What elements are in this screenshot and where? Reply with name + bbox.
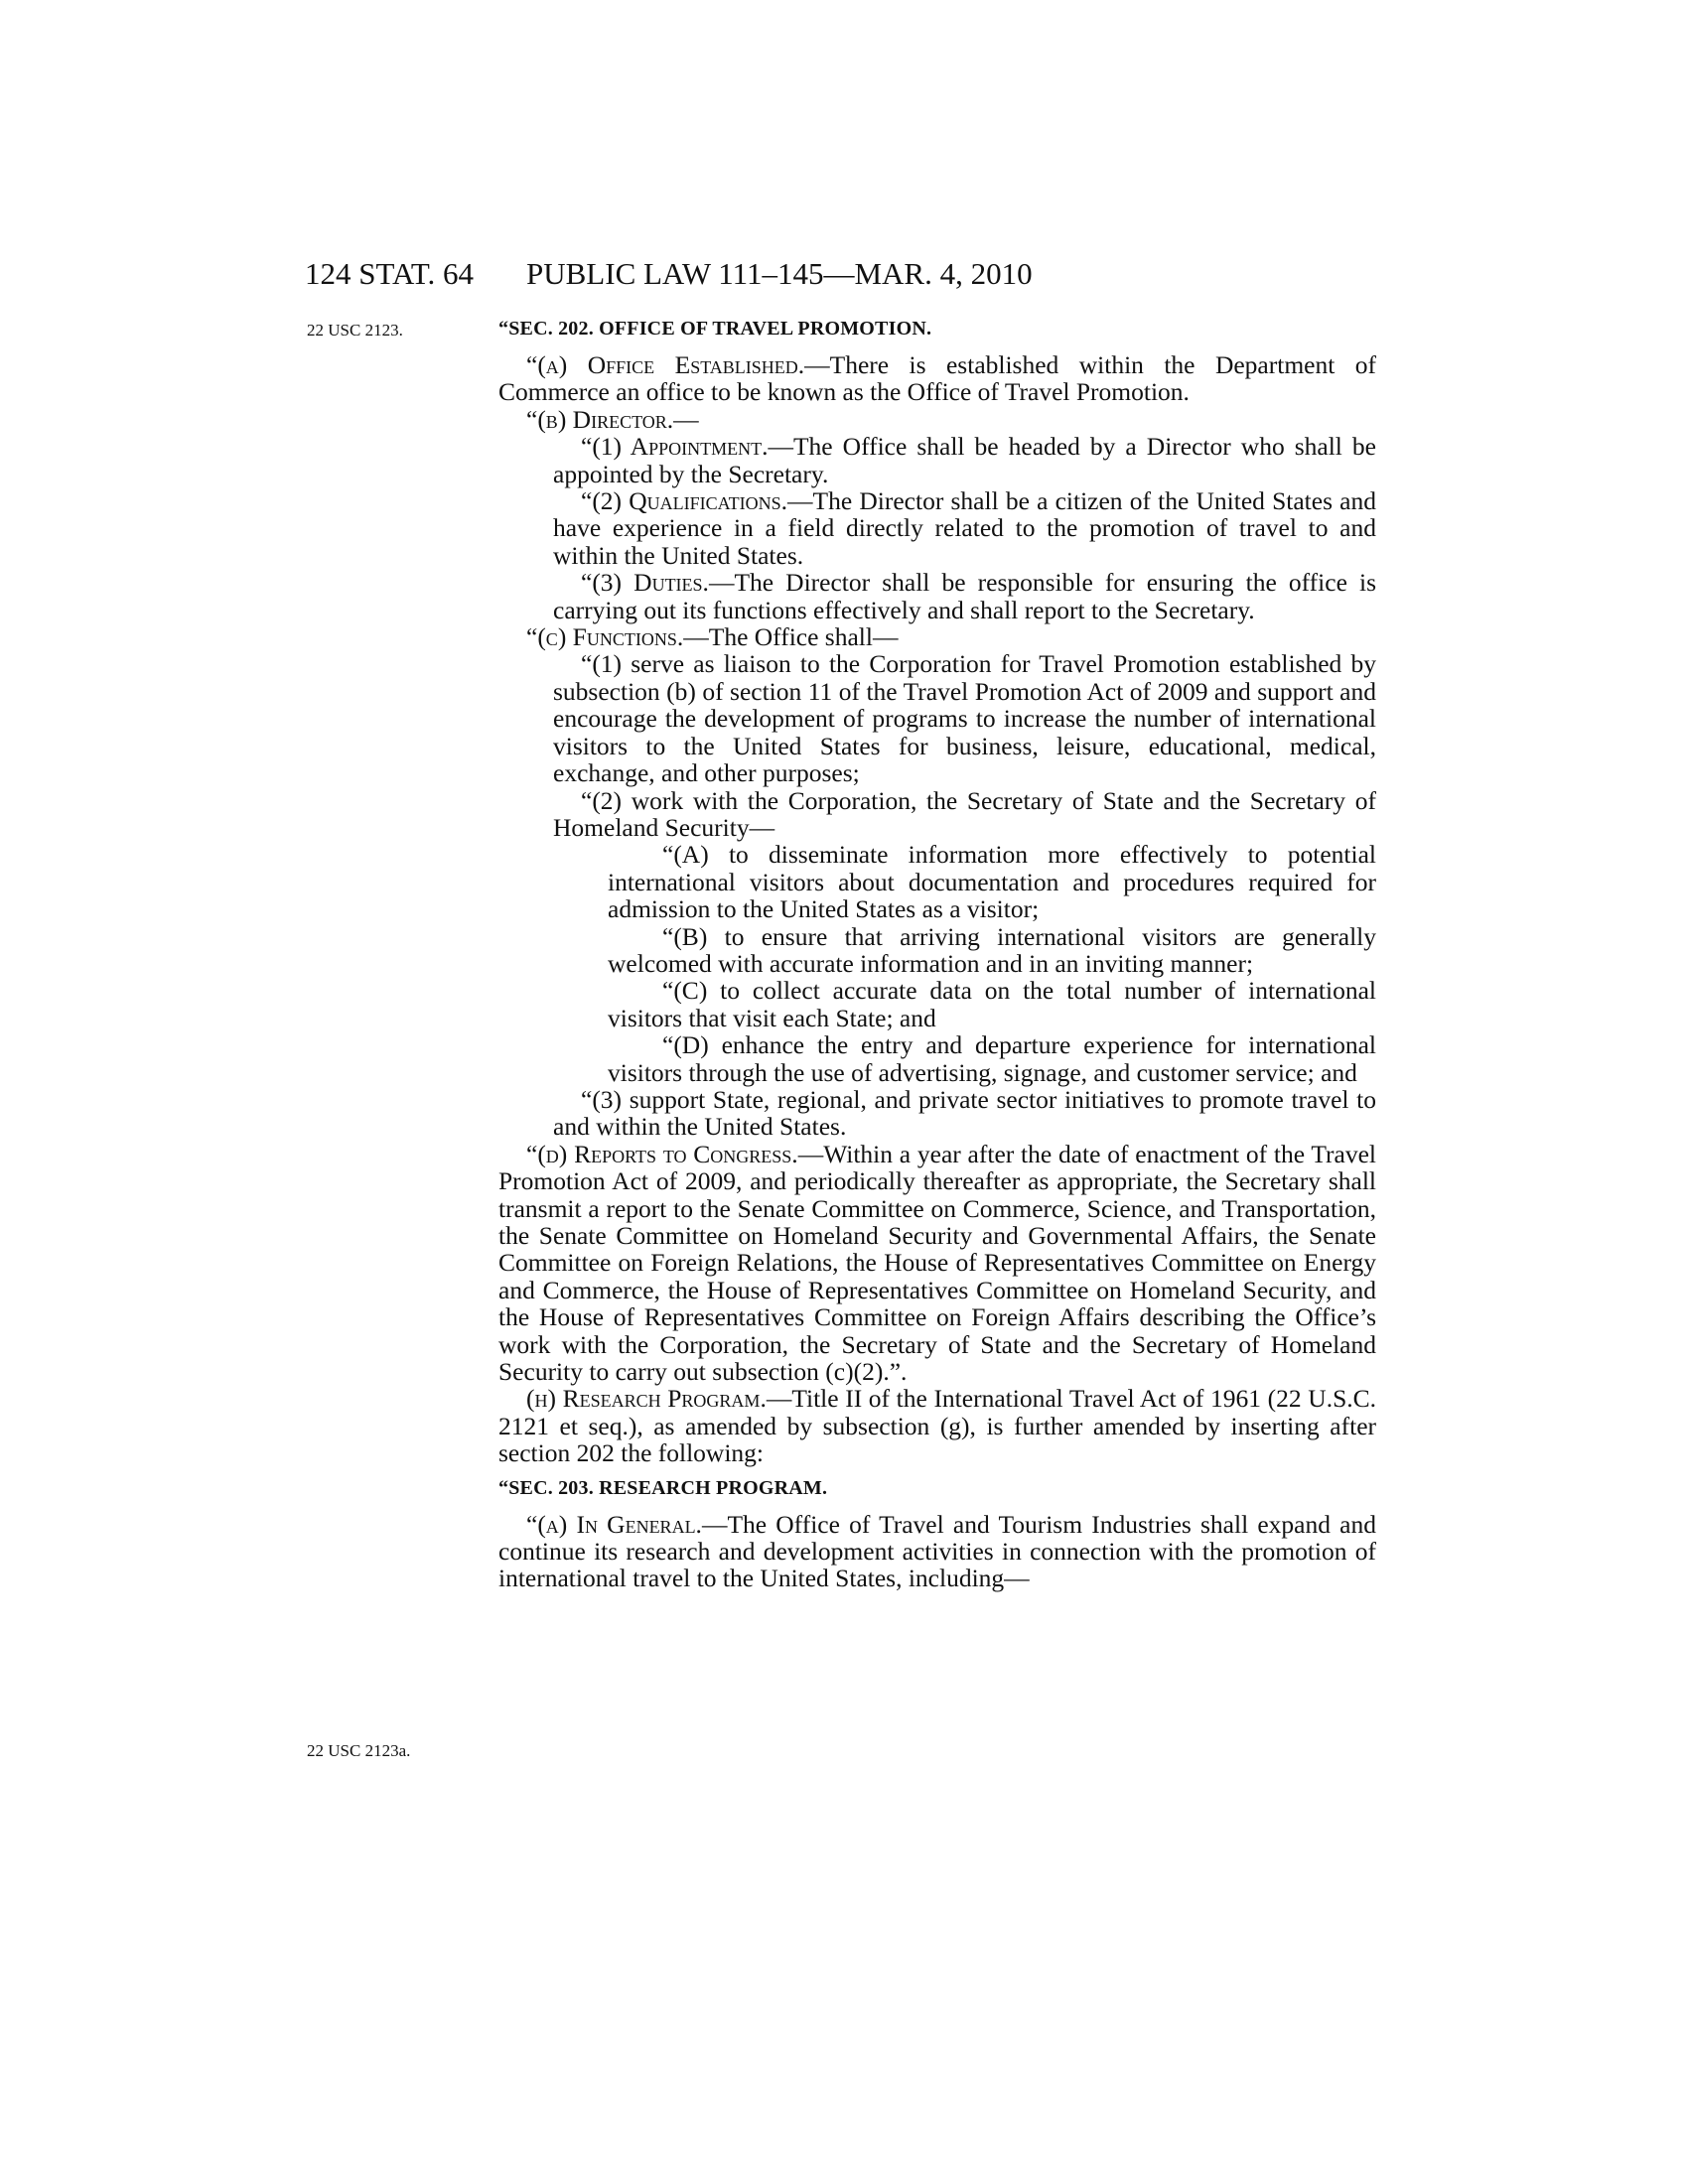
- subsection-d: [498, 1141, 1376, 1386]
- subsection-a-label: “(a) Office Established.: [526, 350, 805, 379]
- subparagraph-c2d: “(D) enhance the entry and departure experience for international visitors through the use of advertising, signage, and customer service; and: [608, 1030, 1376, 1087]
- statute-body: [498, 316, 1376, 1592]
- running-header: [305, 254, 1204, 294]
- amendment-h-label: (h) Research Program.: [526, 1384, 767, 1414]
- subsection-b-text: —: [673, 404, 699, 434]
- margin-note-sec203: 22 USC 2123a.: [307, 1741, 411, 1760]
- paragraph-b2-text: —The Director shall be a citizen of the United States and have experience in a field directly related to the promotion of travel to and within the United States.: [553, 486, 1376, 570]
- subsection-c-paragraphs: [498, 650, 1376, 841]
- paragraph-b1-label: “(1) Appointment.: [581, 432, 769, 462]
- paragraph-b2: [553, 487, 1376, 569]
- section-203-subsection-a-text: —The Office of Travel and Tourism Industries shall expand and continue its research and development activities in connection with the promotion of international travel to the United States, including—: [498, 1509, 1376, 1593]
- subsection-d-label: “(d) Reports to Congress.: [526, 1139, 798, 1168]
- subsection-d-text: —Within a year after the date of enactment of the Travel Promotion Act of 2009, and periodically thereafter as appropriate, the Secretary shall transmit a report to the Senate Committee on Commerce, Science, and Transportation, the Senate Committee on Homeland Security and Governmental Affairs, the Senate Committee on Foreign Relations, the House of Representatives Committee on Energy and Commerce, the House of Representatives Committee on Homeland Security, and the House of Representatives Committee on Foreign Affairs describing the Office’s work with the Corporation, the Secretary of State and the Secretary of Homeland Security to carry out subsection (c)(2).”.: [498, 1139, 1376, 1387]
- subparagraph-c2b: “(B) to ensure that arriving international visitors are generally welcomed with accurate information and in an inviting manner;: [608, 921, 1376, 978]
- subsection-c-label: “(c) Functions.: [526, 622, 684, 652]
- subparagraph-c2a: “(A) to disseminate information more effectively to potential international visitors about documentation and procedures required for admission to the United States as a visitor;: [608, 840, 1376, 924]
- subsection-a: [498, 351, 1376, 406]
- subsection-a-text: —There is established within the Department of Commerce an office to be known as the Office of Travel Promotion.: [498, 350, 1376, 407]
- paragraph-c3: “(3) support State, regional, and private sector initiatives to promote travel to and within the United States.: [553, 1084, 1376, 1142]
- stat-page-number: 124 STAT. 64: [305, 256, 475, 291]
- section-202-heading: “SEC. 202. OFFICE OF TRAVEL PROMOTION.: [498, 318, 932, 340]
- paragraph-b1: [553, 433, 1376, 487]
- paragraph-b1-text: —The Office shall be headed by a Director who shall be appointed by the Secretary.: [553, 432, 1376, 488]
- subsection-b-paragraphs: [498, 433, 1376, 623]
- section-203-subsection-a-label: “(a) In General.: [526, 1509, 702, 1539]
- subsection-c-text: —The Office shall—: [683, 622, 899, 652]
- subsection-c: [498, 623, 1376, 650]
- paragraph-c2-subparagraphs: [498, 841, 1376, 1086]
- paragraph-c1: “(1) serve as liaison to the Corporation for Travel Promotion established by subsection (b) of section 11 of the Travel Promotion Act of 2009 and support and encourage the development of programs to increase the number of international visitors to the United States for business, leisure, educational, medical, exchange, and other purposes;: [553, 649, 1376, 788]
- paragraph-b3: [553, 569, 1376, 623]
- margin-note-sec202: 22 USC 2123.: [307, 321, 403, 340]
- paragraph-b3-text: —The Director shall be responsible for ensuring the office is carrying out its functions effectively and shall report to the Secretary.: [553, 568, 1376, 624]
- subsection-b-label: “(b) Director.: [526, 404, 674, 434]
- paragraph-b2-label: “(2) Qualifications.: [581, 486, 788, 516]
- subsection-b: [498, 406, 1376, 433]
- amendment-h: [498, 1385, 1376, 1466]
- paragraph-c2: “(2) work with the Corporation, the Secretary of State and the Secretary of Homeland Security—: [553, 785, 1376, 842]
- public-law-title: PUBLIC LAW 111–145—MAR. 4, 2010: [526, 256, 1033, 291]
- amendment-h-text: —Title II of the International Travel Act of 1961 (22 U.S.C. 2121 et seq.), as amended by subsection (g), is further amended by inserting after section 202 the following:: [498, 1384, 1377, 1468]
- paragraph-b3-label: “(3) Duties.: [581, 568, 709, 598]
- paragraph-c3-block: [498, 1086, 1376, 1141]
- section-203-subsection-a: [498, 1511, 1376, 1592]
- section-203-heading: “SEC. 203. RESEARCH PROGRAM.: [498, 1476, 828, 1499]
- subparagraph-c2c: “(C) to collect accurate data on the total number of international visitors that visit each State; and: [608, 976, 1376, 1032]
